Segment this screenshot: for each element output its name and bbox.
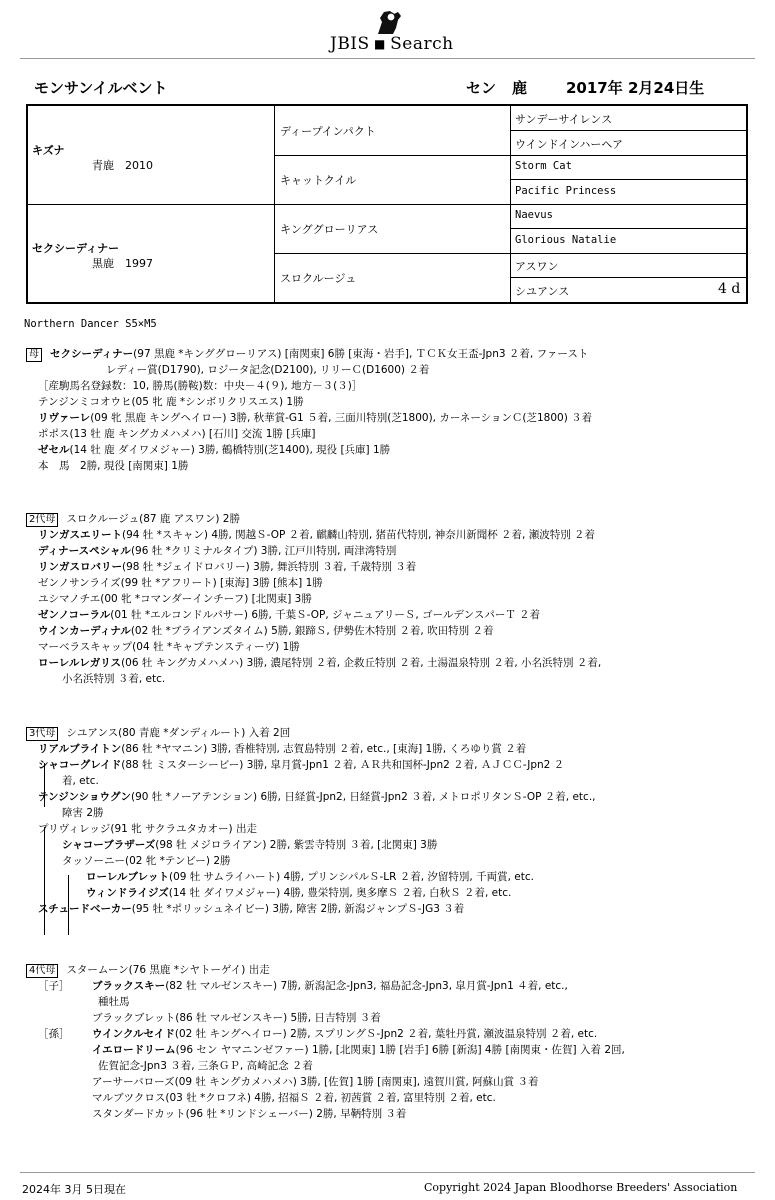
list-item: 着, etc. — [62, 775, 99, 787]
dam-name[interactable]: セクシーディナー — [32, 242, 120, 255]
pedigree-gen3-5[interactable]: Naevus — [515, 209, 553, 221]
horse-birth: 2017年 2月24日生 — [566, 79, 705, 97]
jbis-search-logo[interactable]: JBIS ■ Search — [330, 8, 470, 52]
inbreeding-note: Northern Dancer S5×M5 — [24, 318, 157, 330]
tree-connector — [44, 827, 45, 935]
footer-divider — [20, 1172, 755, 1173]
section-3rd-dam — [26, 725, 596, 917]
horse-name: モンサンイルベント — [34, 79, 168, 97]
pedigree-gen3-4[interactable]: Pacific Princess — [515, 185, 617, 197]
logo-jbis: JBIS — [330, 34, 370, 54]
horse-color: 鹿 — [512, 79, 528, 97]
list-item: ローレルブレット(09 牡 サムライハート) 4勝, プリンシパルＳ-LR ２着, 汐留特別, 千両賞, etc. — [86, 871, 534, 883]
list-item: シャコーブラザーズ(98 牡 メジロライアン) 2勝, 紫雲寺特別 ３着, [北関東] 3勝 — [62, 839, 438, 851]
list-item: 母 セクシーディナー(97 黒鹿 *キンググローリアス) [南関東] 6勝 [東海・岩手], ＴＣＫ女王盃-Jpn3 ２着, ファースト — [26, 346, 592, 362]
pedigree-table — [26, 104, 748, 304]
list-item: リヴァーレ(09 牝 黒鹿 キングヘイロー) 3勝, 秋華賞-G1 ５着, 三面川特別(芝1800), カーネーションＣ(芝1800) ３着 — [38, 412, 593, 424]
list-item: タッソーニー(02 牝 *テンビー) 2勝 — [62, 855, 231, 867]
section-tag: 2代母 — [26, 513, 58, 527]
tree-connector — [44, 763, 45, 807]
pedigree-gen3-3[interactable]: Storm Cat — [515, 160, 572, 172]
list-item: ゼンノサンライズ(99 牡 *アフリート) [東海] 3勝 [熊本] 1勝 — [38, 577, 323, 589]
list-item: リンガスエリート(94 牡 *スキャン) 4勝, 関越Ｓ-OP ２着, 麒麟山特別, 猪苗代特別, 神奈川新聞杯 ２着, 瀬波特別 ２着 — [38, 529, 596, 541]
list-item: ローレルレガリス(06 牡 キングカメハメハ) 3勝, 濃尾特別 ２着, 企救丘特別 ２着, 土湯温泉特別 ２着, 小名浜特別 ２着, — [38, 657, 602, 669]
footer-copyright: Copyright 2024 Japan Bloodhorse Breeders' Association — [424, 1181, 738, 1194]
section-dam — [26, 346, 592, 474]
pedigree-gen3-2[interactable]: ウインドインハーヘア — [515, 138, 624, 151]
list-item: レディー賞(D1790), ロジータ記念(D2100), リリーＣ(D1600) ２着 — [106, 364, 430, 376]
horse-logo-icon — [374, 8, 404, 36]
list-item: 佐賀記念-Jpn3 ３着, 三条ＧＰ, 高崎記念 ２着 — [98, 1060, 313, 1072]
list-item: 種牡馬 — [98, 996, 130, 1008]
list-item: 小名浜特別 ３着, etc. — [62, 673, 166, 685]
list-item: 4代母 スタームーン(76 黒鹿 *シヤトーゲイ) 出走 — [26, 962, 625, 978]
pedigree-gen3-8[interactable]: シユアンス — [515, 285, 570, 298]
section-tag: 4代母 — [26, 964, 58, 978]
pedigree-gen3-6[interactable]: Glorious Natalie — [515, 234, 617, 246]
logo-search: Search — [390, 34, 454, 54]
list-item: 3代母 シユアンス(80 青鹿 *ダンディルート) 入着 2回 — [26, 725, 596, 741]
list-item: 障害 2勝 — [62, 807, 104, 819]
list-item: アーサーバローズ(09 牡 キングカメハメハ) 3勝, [佐賀] 1勝 [南関東], 遠賀川賞, 阿蘇山賞 ３着 — [92, 1076, 539, 1088]
list-item: スタンダードカット(96 牡 *リンドシェーバー) 2勝, 早鞆特別 ３着 — [92, 1108, 407, 1120]
list-item: ウインカーディナル(02 牡 *ブライアンズタイム) 5勝, 銀蹄Ｓ, 伊勢佐木特別 ２着, 吹田特別 ２着 — [38, 625, 494, 637]
list-item: プリヴィレッジ(91 牝 サクラユタカオー) 出走 — [38, 823, 257, 835]
dam-info: 黒鹿 1997 — [92, 257, 153, 270]
list-item: ユシマノチエ(00 牝 *コマンダーインチーフ) [北関東] 3勝 — [38, 593, 312, 605]
family-number: 4 d — [718, 281, 741, 297]
header-divider — [20, 58, 755, 59]
list-item: 2代母 スロクルージュ(87 鹿 アスワン) 2勝 — [26, 511, 601, 527]
pedigree-gen2-4[interactable]: スロクルージュ — [280, 272, 357, 285]
pedigree-gen3-1[interactable]: サンデーサイレンス — [515, 113, 613, 126]
list-item: テンジンショウグン(90 牡 *ノーアテンション) 6勝, 日経賞-Jpn2, 日経賞-Jpn2 ３着, メトロポリタンＳ-OP ２着, etc., — [38, 791, 596, 803]
pedigree-gen2-3[interactable]: キンググローリアス — [280, 223, 379, 236]
list-item: ［子］ ブラックスキー(82 牡 マルゼンスキー) 7勝, 新潟記念-Jpn3, 福島記念-Jpn3, 皐月賞-Jpn1 ４着, etc., — [38, 980, 568, 992]
list-item: シャコーグレイド(88 牡 ミスターシービー) 3勝, 皐月賞-Jpn1 ２着, ＡＲ共和国杯-Jpn2 ２着, ＡＪＣＣ-Jpn2 ２ — [38, 759, 565, 771]
list-item: 本 馬 2勝, 現役 [南関東] 1勝 — [38, 460, 189, 472]
list-item: ウィンドライジズ(14 牡 ダイワメジャー) 4勝, 豊栄特別, 奥多摩Ｓ ２着, 白秋Ｓ ２着, etc. — [86, 887, 512, 899]
section-2nd-dam — [26, 511, 601, 687]
list-item: リンガスロバリー(98 牡 *ジェイドロバリー) 3勝, 舞浜特別 ３着, 千歳特別 ３着 — [38, 561, 417, 573]
horse-sex: セン — [466, 79, 497, 97]
list-item: ゼンノコーラル(01 牡 *エルコンドルパサー) 6勝, 千葉Ｓ-OP, ジャニュアリーＳ, ゴールデンスパーＴ ２着 — [38, 609, 541, 621]
section-tag: 母 — [26, 348, 42, 362]
list-item: マーベラスキャップ(04 牡 *キャプテンスティーヴ) 1勝 — [38, 641, 300, 653]
pedigree-gen3-7[interactable]: アスワン — [515, 260, 559, 273]
pedigree-gen2-1[interactable]: ディープインパクト — [280, 125, 376, 138]
list-item: ブラックブレット(86 牡 マルゼンスキー) 5勝, 日吉特別 ３着 — [92, 1012, 381, 1024]
list-item: ディナースペシャル(96 牡 *クリミナルタイプ) 3勝, 江戸川特別, 両津湾特別 — [38, 545, 397, 557]
list-item: スチュードベーカー(95 牡 *ポリッシュネイビー) 3勝, 障害 2勝, 新潟ジャンプＳ-JG3 ３着 — [38, 903, 465, 915]
list-item: ［産駒馬名登録数：10, 勝馬(勝鞍)数：中央－４(９), 地方－３(３)］ — [38, 380, 363, 392]
footer-date: 2024年 3月 5日現在 — [22, 1183, 126, 1196]
list-item: ポポス(13 牡 鹿 キングカメハメハ) [石川] 交流 1勝 [兵庫] — [38, 428, 316, 440]
pedigree-gen2-2[interactable]: キャットクイル — [280, 174, 357, 187]
list-item: ［孫］ ウインクルセイド(02 牡 キングヘイロー) 2勝, スプリングＳ-Jpn2 ２着, 葉牡丹賞, 瀬波温泉特別 ２着, etc. — [38, 1028, 598, 1040]
list-item: イエロードリーム(96 セン ヤマニンゼファー) 1勝, [北関東] 1勝 [岩手] 6勝 [新潟] 4勝 [南関東・佐賀] 入着 2回, — [92, 1044, 625, 1056]
sire-name[interactable]: キズナ — [32, 144, 65, 157]
list-item: ゼセル(14 牡 鹿 ダイワメジャー) 3勝, 鶴橋特別(芝1400), 現役 [兵庫] 1勝 — [38, 444, 391, 456]
section-tag: 3代母 — [26, 727, 58, 741]
sire-info: 青鹿 2010 — [92, 159, 153, 172]
list-item: テンジンミコオウヒ(05 牝 鹿 *シンボリクリスエス) 1勝 — [38, 396, 304, 408]
list-item: マルブツクロス(03 牡 *クロフネ) 4勝, 招福Ｓ ２着, 初茜賞 ２着, 富里特別 ２着, etc. — [92, 1092, 496, 1104]
section-4th-dam — [26, 962, 625, 1122]
list-item: リアルブライトン(86 牡 *ヤマニン) 3勝, 香椎特別, 志賀島特別 ２着, etc., [東海] 1勝, くろゆり賞 ２着 — [38, 743, 527, 755]
tree-connector — [68, 875, 69, 935]
